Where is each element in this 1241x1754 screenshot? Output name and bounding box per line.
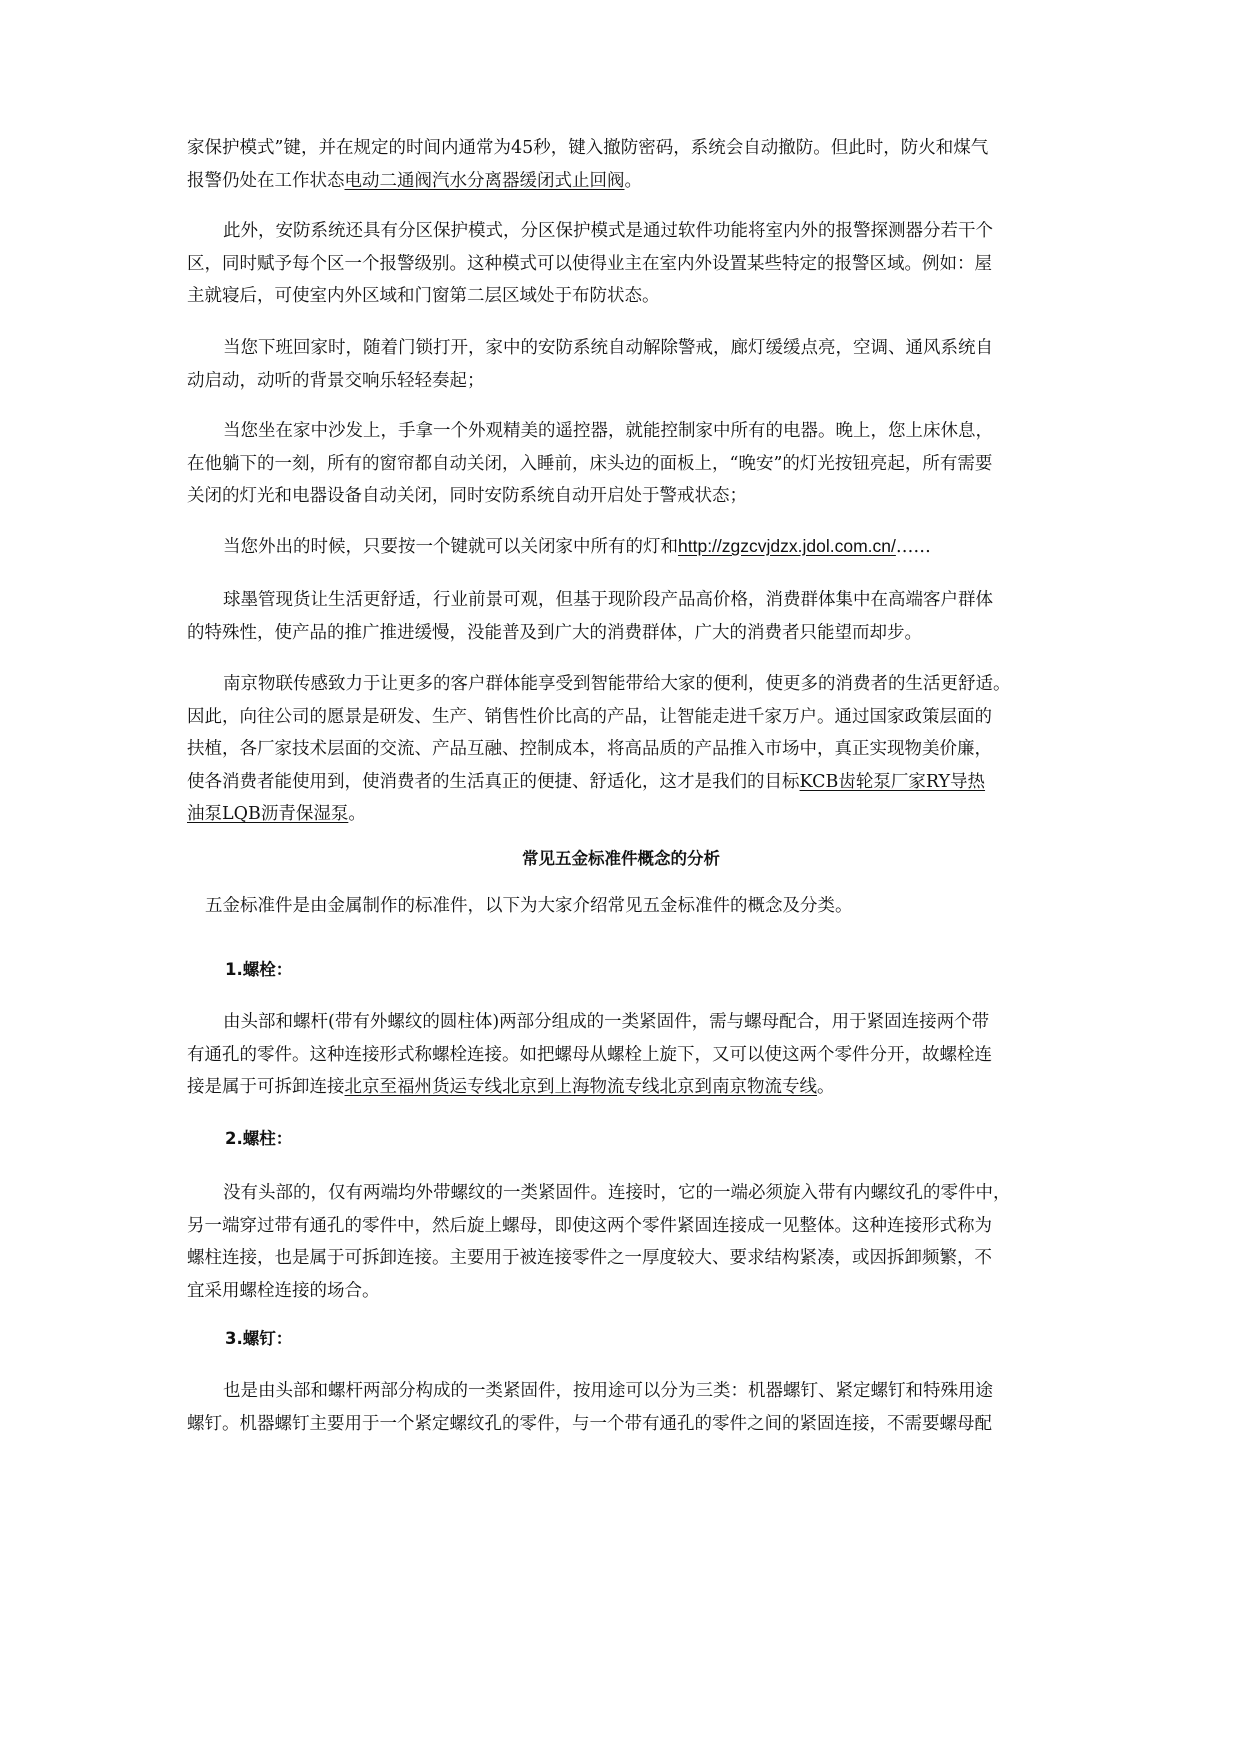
text-line: 主就寝后，可使室内外区域和门窗第二层区域处于布防状态。	[187, 286, 660, 306]
text-line: 有通孔的零件。这种连接形式称螺栓连接。如把螺母从螺栓上旋下，又可以使这两个零件分开，故螺栓连	[187, 1044, 992, 1065]
text-line: 宜采用螺栓连接的场合。	[187, 1280, 380, 1301]
text-fragment: 当您外出的时候，只要按一个键就可以关闭家中所有的灯和	[223, 537, 678, 557]
text-line: 球墨管现货让生活更舒适，行业前景可观，但基于现阶段产品高价格，消费群体集中在高端客户群体	[223, 590, 993, 610]
item-heading-screw: 3.螺钉：	[225, 1329, 293, 1348]
text-line: 扶植，各厂家技术层面的交流、产品互融、控制成本，将高品质的产品推入市场中，真正实现物美价廉，	[187, 739, 992, 759]
text-line	[187, 766, 1055, 799]
paragraph-going-out	[187, 530, 1055, 564]
item-heading-bolt: 1.螺栓：	[225, 960, 293, 979]
text-fragment: 。	[348, 804, 366, 824]
section-title: 常见五金标准件概念的分析	[522, 849, 720, 868]
text-line: 当您下班回家时，随着门锁打开，家中的安防系统自动解除警戒，廊灯缓缓点亮，空调、通风系统自	[223, 338, 993, 358]
text-line: 家保护模式”键，并在规定的时间内通常为45秒，键入撤防密码，系统会自动撤防。但此时，防火和煤气	[187, 138, 989, 158]
text-line	[187, 1071, 1055, 1104]
section-intro	[205, 890, 1073, 923]
item-heading-stud: 2.螺柱：	[225, 1129, 293, 1148]
text-line: 螺钉。机器螺钉主要用于一个紧定螺纹孔的零件，与一个带有通孔的零件之间的紧固连接，不需要螺母配	[187, 1413, 992, 1434]
pump-link[interactable]: KCB齿轮泵厂家RY导热	[799, 771, 986, 792]
paragraph-screw	[187, 1375, 1055, 1440]
text-fragment: 。	[624, 170, 642, 191]
paragraph-bolt	[187, 1006, 1055, 1104]
text-line	[187, 165, 1055, 198]
paragraph-coming-home	[187, 332, 1055, 397]
text-line: 当您坐在家中沙发上，手拿一个外观精美的遥控器，就能控制家中所有的电器。晚上，您上床休息，	[223, 421, 993, 441]
text-line: 没有头部的，仅有两端均外带螺纹的一类紧固件。连接时，它的一端必须旋入带有内螺纹孔的零件中，	[223, 1183, 1011, 1203]
text-line: 区，同时赋予每个区一个报警级别。这种模式可以使得业主在室内外设置某些特定的报警区域。例如：屋	[187, 253, 992, 274]
paragraph-alarm-disarm	[187, 132, 1055, 197]
paragraph-zone-protection	[187, 215, 1055, 313]
text-line: 关闭的灯光和电器设备自动关闭，同时安防系统自动开启处于警戒状态；	[187, 486, 747, 506]
logistics-link[interactable]: 北京至福州货运专线北京到上海物流专线北京到南京物流专线	[344, 1077, 817, 1097]
text-line: 动启动，动听的背景交响乐轻轻奏起；	[187, 370, 485, 391]
website-link[interactable]: http://zgzcvjdzx.jdol.com.cn/	[678, 536, 896, 556]
text-line	[187, 530, 1055, 564]
text-line: 也是由头部和螺杆两部分构成的一类紧固件，按用途可以分为三类：机器螺钉、紧定螺钉和特殊用途	[223, 1381, 993, 1401]
text-line: 在他躺下的一刻，所有的窗帘都自动关闭，入睡前，床头边的面板上，“晚安”的灯光按钮亮起，所有需要	[187, 453, 993, 474]
text-fragment: 接是属于可拆卸连接	[187, 1077, 345, 1097]
paragraph-remote-control	[187, 415, 1055, 513]
text-line: 南京物联传感致力于让更多的客户群体能享受到智能带给大家的便利，使更多的消费者的生活更舒适。	[223, 674, 1011, 694]
paragraph-stud	[187, 1177, 1055, 1307]
text-fragment: 使各消费者能使用到，使消费者的生活真正的便捷、舒适化，这才是我们的目标	[187, 771, 800, 792]
paragraph-market-outlook	[187, 584, 1055, 649]
text-line: 此外，安防系统还具有分区保护模式，分区保护模式是通过软件功能将室内外的报警探测器分若干个	[223, 221, 993, 241]
text-fragment: 。	[817, 1077, 835, 1097]
text-fragment: ……	[895, 537, 931, 557]
text-line: 的特殊性，使产品的推广推进缓慢，没能普及到广大的消费群体，广大的消费者只能望而却步。	[187, 622, 922, 643]
text-line: 另一端穿过带有通孔的零件中，然后旋上螺母，即使这两个零件紧固连接成一见整体。这种连接形式称为	[187, 1215, 992, 1236]
text-line: 因此，向往公司的愿景是研发、生产、销售性价比高的产品，让智能走进千家万户。通过国家政策层面的	[187, 706, 992, 727]
paragraph-company-vision	[187, 668, 1055, 831]
valve-link[interactable]: 电动二通阀汽水分离器缓闭式止回阀	[344, 170, 625, 191]
text-line: 螺柱连接，也是属于可拆卸连接。主要用于被连接零件之一厚度较大、要求结构紧凑，或因拆卸频繁，不	[187, 1248, 992, 1268]
text-line	[187, 798, 1055, 831]
text-fragment: 报警仍处在工作状态	[187, 170, 345, 191]
text-line: 五金标准件是由金属制作的标准件，以下为大家介绍常见五金标准件的概念及分类。	[205, 896, 853, 916]
text-line: 由头部和螺杆(带有外螺纹的圆柱体)两部分组成的一类紧固件，需与螺母配合，用于紧固连接两个带	[223, 1012, 990, 1032]
pump-link-continued[interactable]: 油泵LQB沥青保湿泵	[187, 804, 349, 824]
